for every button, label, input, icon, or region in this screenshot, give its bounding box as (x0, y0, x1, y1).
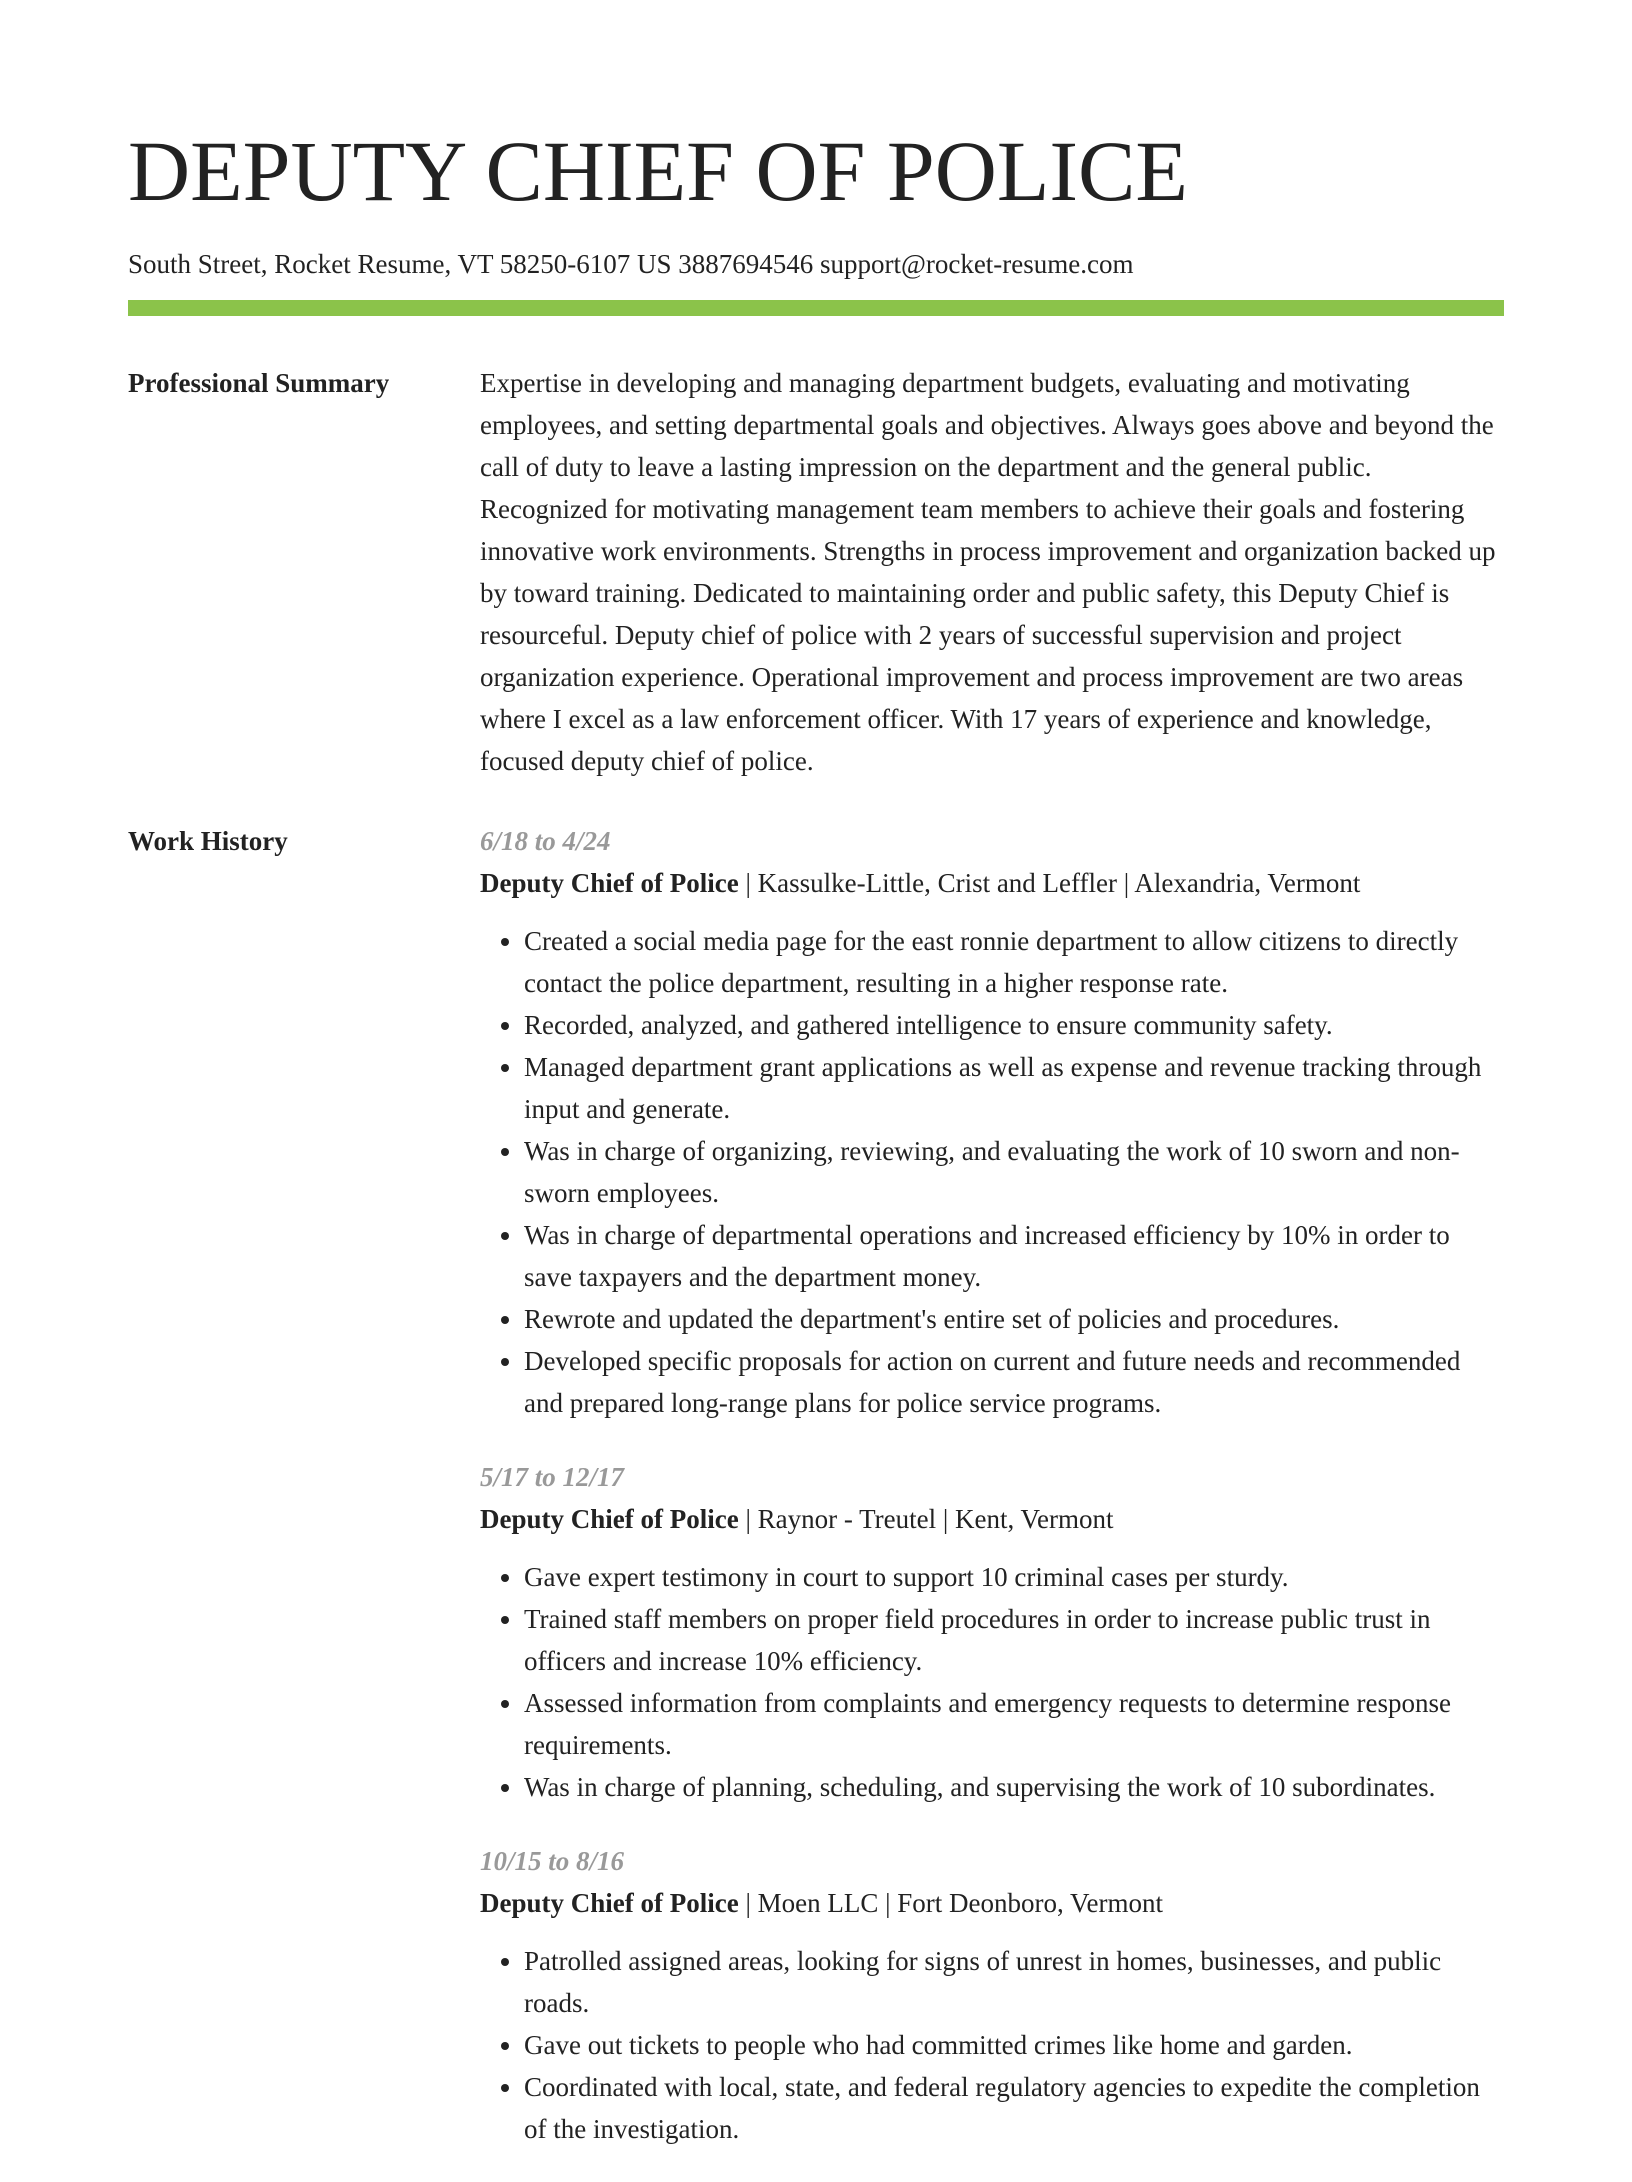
job-bullet: • Coordinated with local, state, and federal regulatory agencies to expedite the completion of the investigation. (524, 2066, 1504, 2150)
job-bullet: • Was in charge of organizing, reviewing, and evaluating the work of 10 sworn and non-sworn employees. (524, 1130, 1504, 1214)
job-heading (480, 862, 1504, 904)
summary-text: Expertise in developing and managing department budgets, evaluating and motivating employees, and setting departmental goals and objectives. Always goes above and beyond the call of duty to leave a lasting impression on the department and the general public. Recognized for motivating management team members to achieve their goals and fostering innovative work environments. Strengths in process improvement and organization backed up by toward training. Dedicated to maintaining order and public safety, this Deputy Chief is resourceful. Deputy chief of police with 2 years of successful supervision and project organization experience. Operational improvement and process improvement are two areas where I excel as a law enforcement officer. With 17 years of experience and knowledge, focused deputy chief of police. (480, 368, 1496, 776)
job-separator: | (738, 1888, 758, 1918)
job-bullet: • Developed specific proposals for action on current and future needs and recommended and prepared long-range plans for police service programs. (524, 1340, 1504, 1424)
job-bullet: • Recorded, analyzed, and gathered intelligence to ensure community safety. (524, 1004, 1504, 1046)
section-title-work-history: Work History (128, 826, 288, 856)
summary-body (480, 362, 1504, 782)
job-bullet: • Gave expert testimony in court to support 10 criminal cases per sturdy. (524, 1556, 1504, 1598)
job-title: Deputy Chief of Police (480, 1504, 739, 1534)
job-bullet: • Gave out tickets to people who had committed crimes like home and garden. (524, 2024, 1504, 2066)
summary-section (128, 362, 1504, 782)
job-bullet-list (480, 1940, 1504, 2150)
job-company-location: Kassulke-Little, Crist and Leffler | Alexandria, Vermont (757, 868, 1361, 898)
job-dates: 5/17 to 12/17 (480, 1462, 625, 1492)
job-title: Deputy Chief of Police (480, 1888, 739, 1918)
job-bullet-list (480, 1556, 1504, 1808)
job-bullet-list (480, 920, 1504, 1424)
job-bullet: • Patrolled assigned areas, looking for signs of unrest in homes, businesses, and public roads. (524, 1940, 1504, 2024)
job-company-location: Raynor - Treutel | Kent, Vermont (757, 1504, 1114, 1534)
job-heading (480, 1498, 1504, 1540)
job-bullet: • Was in charge of planning, scheduling, and supervising the work of 10 subordinates. (524, 1766, 1504, 1808)
job-title: Deputy Chief of Police (480, 868, 739, 898)
job-bullet: • Was in charge of departmental operations and increased efficiency by 10% in order to save taxpayers and the department money. (524, 1214, 1504, 1298)
job-entry (480, 820, 1504, 1424)
job-dates: 6/18 to 4/24 (480, 826, 611, 856)
job-bullet: • Managed department grant applications as well as expense and revenue tracking through input and generate. (524, 1046, 1504, 1130)
job-bullet: • Rewrote and updated the department's entire set of policies and procedures. (524, 1298, 1504, 1340)
job-dates: 10/15 to 8/16 (480, 1846, 625, 1876)
job-bullet: • Created a social media page for the east ronnie department to allow citizens to directly contact the police department, resulting in a higher response rate. (524, 920, 1504, 1004)
job-entry (480, 1840, 1504, 2150)
resume-name: DEPUTY CHIEF OF POLICE (128, 123, 1188, 219)
job-heading (480, 1882, 1504, 1924)
work-history-section (128, 820, 1504, 2182)
job-separator: | (738, 868, 758, 898)
work-history-body (480, 820, 1504, 2182)
job-separator: | (738, 1504, 758, 1534)
resume-page (128, 0, 1504, 2182)
job-bullet: • Assessed information from complaints and emergency requests to determine response requirements. (524, 1682, 1504, 1766)
contact-info: South Street, Rocket Resume, VT 58250-6107 US 3887694546 support@rocket-resume.com (128, 249, 1134, 279)
accent-divider (128, 300, 1504, 316)
job-company-location: Moen LLC | Fort Deonboro, Vermont (757, 1888, 1163, 1918)
job-entry (480, 1456, 1504, 1808)
job-bullet: • Trained staff members on proper field procedures in order to increase public trust in officers and increase 10% efficiency. (524, 1598, 1504, 1682)
section-title-summary: Professional Summary (128, 368, 390, 398)
